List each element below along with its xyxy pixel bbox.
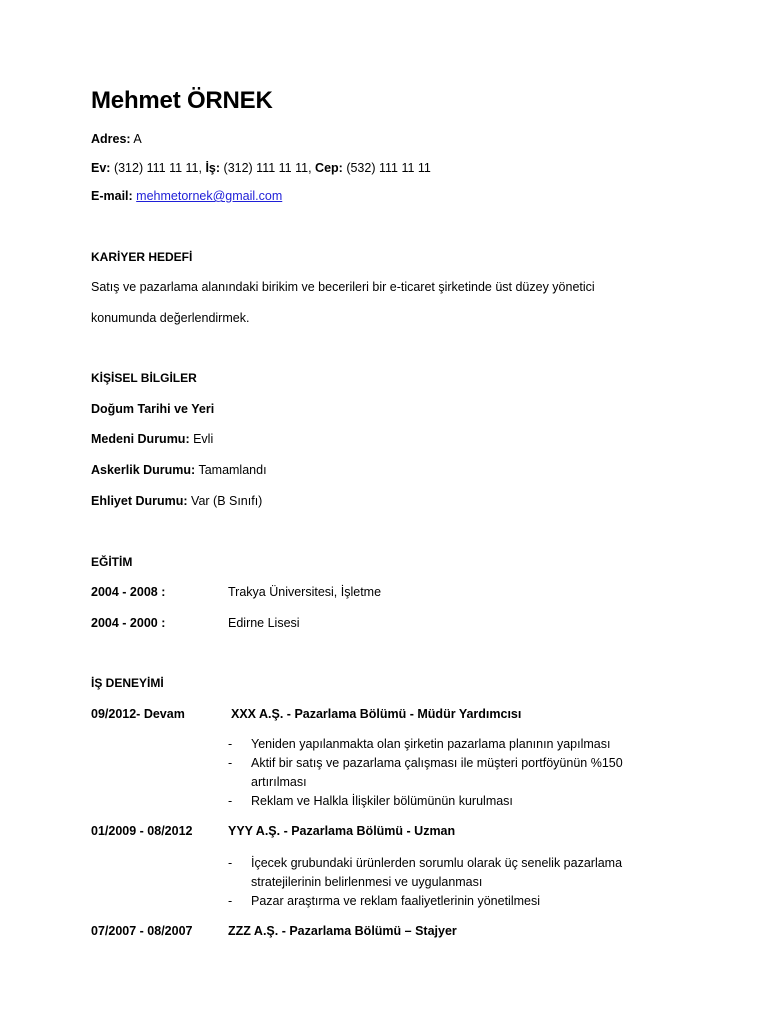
job-title: XXX A.Ş. - Pazarlama Bölümü - Müdür Yardımcısı bbox=[231, 707, 522, 721]
home-phone-value: (312) 111 11 11, bbox=[113, 161, 202, 175]
bullet-dash: - bbox=[228, 756, 233, 770]
career-text-line-2: konumunda değerlendirmek. bbox=[91, 311, 250, 325]
email-label: E-mail: bbox=[91, 189, 133, 203]
education-school: Trakya Üniversitesi, İşletme bbox=[228, 585, 382, 599]
license-value: Var (B Sınıfı) bbox=[191, 494, 263, 508]
list-item bbox=[228, 754, 671, 792]
bullet-dash: - bbox=[228, 894, 233, 908]
duty-text: Yeniden yapılanmakta olan şirketin pazarlama planının yapılması bbox=[251, 737, 611, 751]
marital-label: Medeni Durumu: bbox=[91, 432, 190, 446]
job-title: ZZZ A.Ş. - Pazarlama Bölümü – Stajyer bbox=[228, 924, 457, 938]
marital-line bbox=[91, 432, 213, 446]
work-phone-label: İş: bbox=[205, 161, 221, 175]
address-label: Adres: bbox=[91, 132, 131, 146]
education-school: Edirne Lisesi bbox=[228, 616, 300, 630]
license-line bbox=[91, 494, 262, 508]
job-date: 09/2012- Devam bbox=[91, 707, 185, 721]
job-duties-list bbox=[228, 854, 671, 911]
list-item bbox=[228, 854, 671, 892]
education-date: 2004 - 2008 : bbox=[91, 585, 166, 599]
phone-line bbox=[91, 161, 431, 175]
email-link[interactable]: mehmetornek@gmail.com bbox=[136, 189, 283, 203]
education-date: 2004 - 2000 : bbox=[91, 616, 166, 630]
home-phone-label: Ev: bbox=[91, 161, 111, 175]
job-date: 07/2007 - 08/2007 bbox=[91, 924, 193, 938]
address-line bbox=[91, 132, 142, 146]
education-heading: EĞİTİM bbox=[91, 555, 133, 569]
job-duties-list bbox=[228, 735, 671, 811]
duty-text: İçecek grubundaki ürünlerden sorumlu olarak üç senelik pazarlama stratejilerinin belirlenmesi ve uygulanması bbox=[251, 856, 623, 889]
job-date: 01/2009 - 08/2012 bbox=[91, 824, 193, 838]
military-line bbox=[91, 463, 267, 477]
list-item bbox=[228, 735, 671, 754]
military-label: Askerlik Durumu: bbox=[91, 463, 196, 477]
bullet-dash: - bbox=[228, 737, 233, 751]
mobile-phone-label: Cep: bbox=[315, 161, 343, 175]
bullet-dash: - bbox=[228, 856, 233, 870]
career-heading: KARİYER HEDEFİ bbox=[91, 250, 193, 264]
mobile-phone-value: (532) 111 11 11 bbox=[346, 161, 431, 175]
career-text-line-1: Satış ve pazarlama alanındaki birikim ve becerileri bir e-ticaret şirketinde üst düzey yönetici bbox=[91, 280, 595, 294]
duty-text: Reklam ve Halkla İlişkiler bölümünün kurulması bbox=[251, 794, 513, 808]
personal-heading: KİŞİSEL BİLGİLER bbox=[91, 371, 197, 385]
duty-text: Aktif bir satış ve pazarlama çalışması ile müşteri portföyünün %150 artırılması bbox=[251, 756, 623, 789]
marital-value: Evli bbox=[193, 432, 214, 446]
license-label: Ehliyet Durumu: bbox=[91, 494, 188, 508]
email-line bbox=[91, 189, 282, 203]
bullet-dash: - bbox=[228, 794, 233, 808]
duty-text: Pazar araştırma ve reklam faaliyetlerinin yönetilmesi bbox=[251, 894, 540, 908]
address-value: A bbox=[133, 132, 142, 146]
job-title: YYY A.Ş. - Pazarlama Bölümü - Uzman bbox=[228, 824, 456, 838]
work-phone-value: (312) 111 11 11, bbox=[223, 161, 312, 175]
person-name: Mehmet ÖRNEK bbox=[91, 87, 273, 114]
experience-heading: İŞ DENEYİMİ bbox=[91, 676, 164, 690]
military-value: Tamamlandı bbox=[198, 463, 267, 477]
list-item bbox=[228, 892, 671, 911]
list-item bbox=[228, 792, 671, 811]
birth-label: Doğum Tarihi ve Yeri bbox=[91, 402, 215, 416]
